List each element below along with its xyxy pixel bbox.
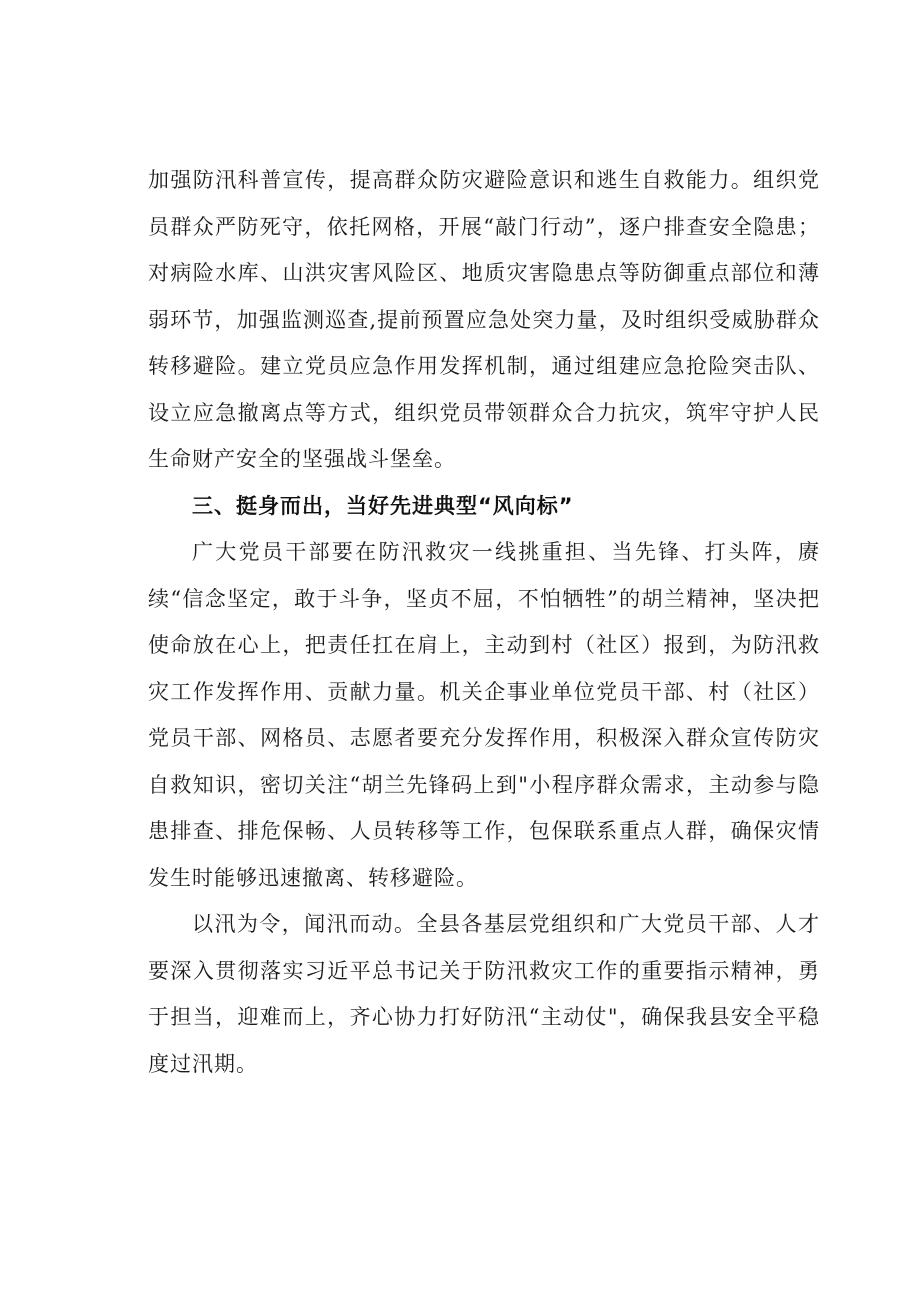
section-heading-three: 三、挺身而出，当好先进典型“风向标”: [192, 493, 574, 518]
document-body: [148, 157, 820, 1087]
paragraph-conclusion: 以汛为令，闻汛而动。全县各基层党组织和广大党员干部、人才要深入贯彻落实习近平总书记关于防汛救灾工作的重要指示精神，勇于担当，迎难而上，齐心协力打好防汛“主动仗"，确保我县安全平稳度过汛期。: [148, 912, 820, 1076]
paragraph-flood-prevention-publicity: 加强防汛科普宣传，提高群众防灾避险意识和逃生自救能力。组织党员群众严防死守，依托网格，开展“敲门行动”，逐户排查安全隐患；对病险水库、山洪灾害风险区、地质灾害隐患点等防御重点部位和薄弱环节，加强监测巡查,提前预置应急处突力量，及时组织受威胁群众转移避险。建立党员应急作用发挥机制，通过组建应急抢险突击队、设立应急撤离点等方式，组织党员带领群众合力抗灾，筑牢守护人民生命财产安全的坚强战斗堡垒。: [148, 168, 820, 471]
paragraph-party-members-frontline: 广大党员干部要在防汛救灾一线挑重担、当先锋、打头阵，赓续“信念坚定，敢于斗争，坚贞不屈，不怕牺牲”的胡兰精神，坚决把使命放在心上，把责任扛在肩上，主动到村（社区）报到，为防汛救灾工作发挥作用、贡献力量。机关企事业单位党员干部、村（社区）党员干部、网格员、志愿者要充分发挥作用，积极深入群众宣传防灾自救知识，密切关注“胡兰先锋码上到"小程序群众需求，主动参与隐患排查、排危保畅、人员转移等工作，包保联系重点人群，确保灾情发生时能够迅速撤离、转移避险。: [148, 540, 820, 890]
